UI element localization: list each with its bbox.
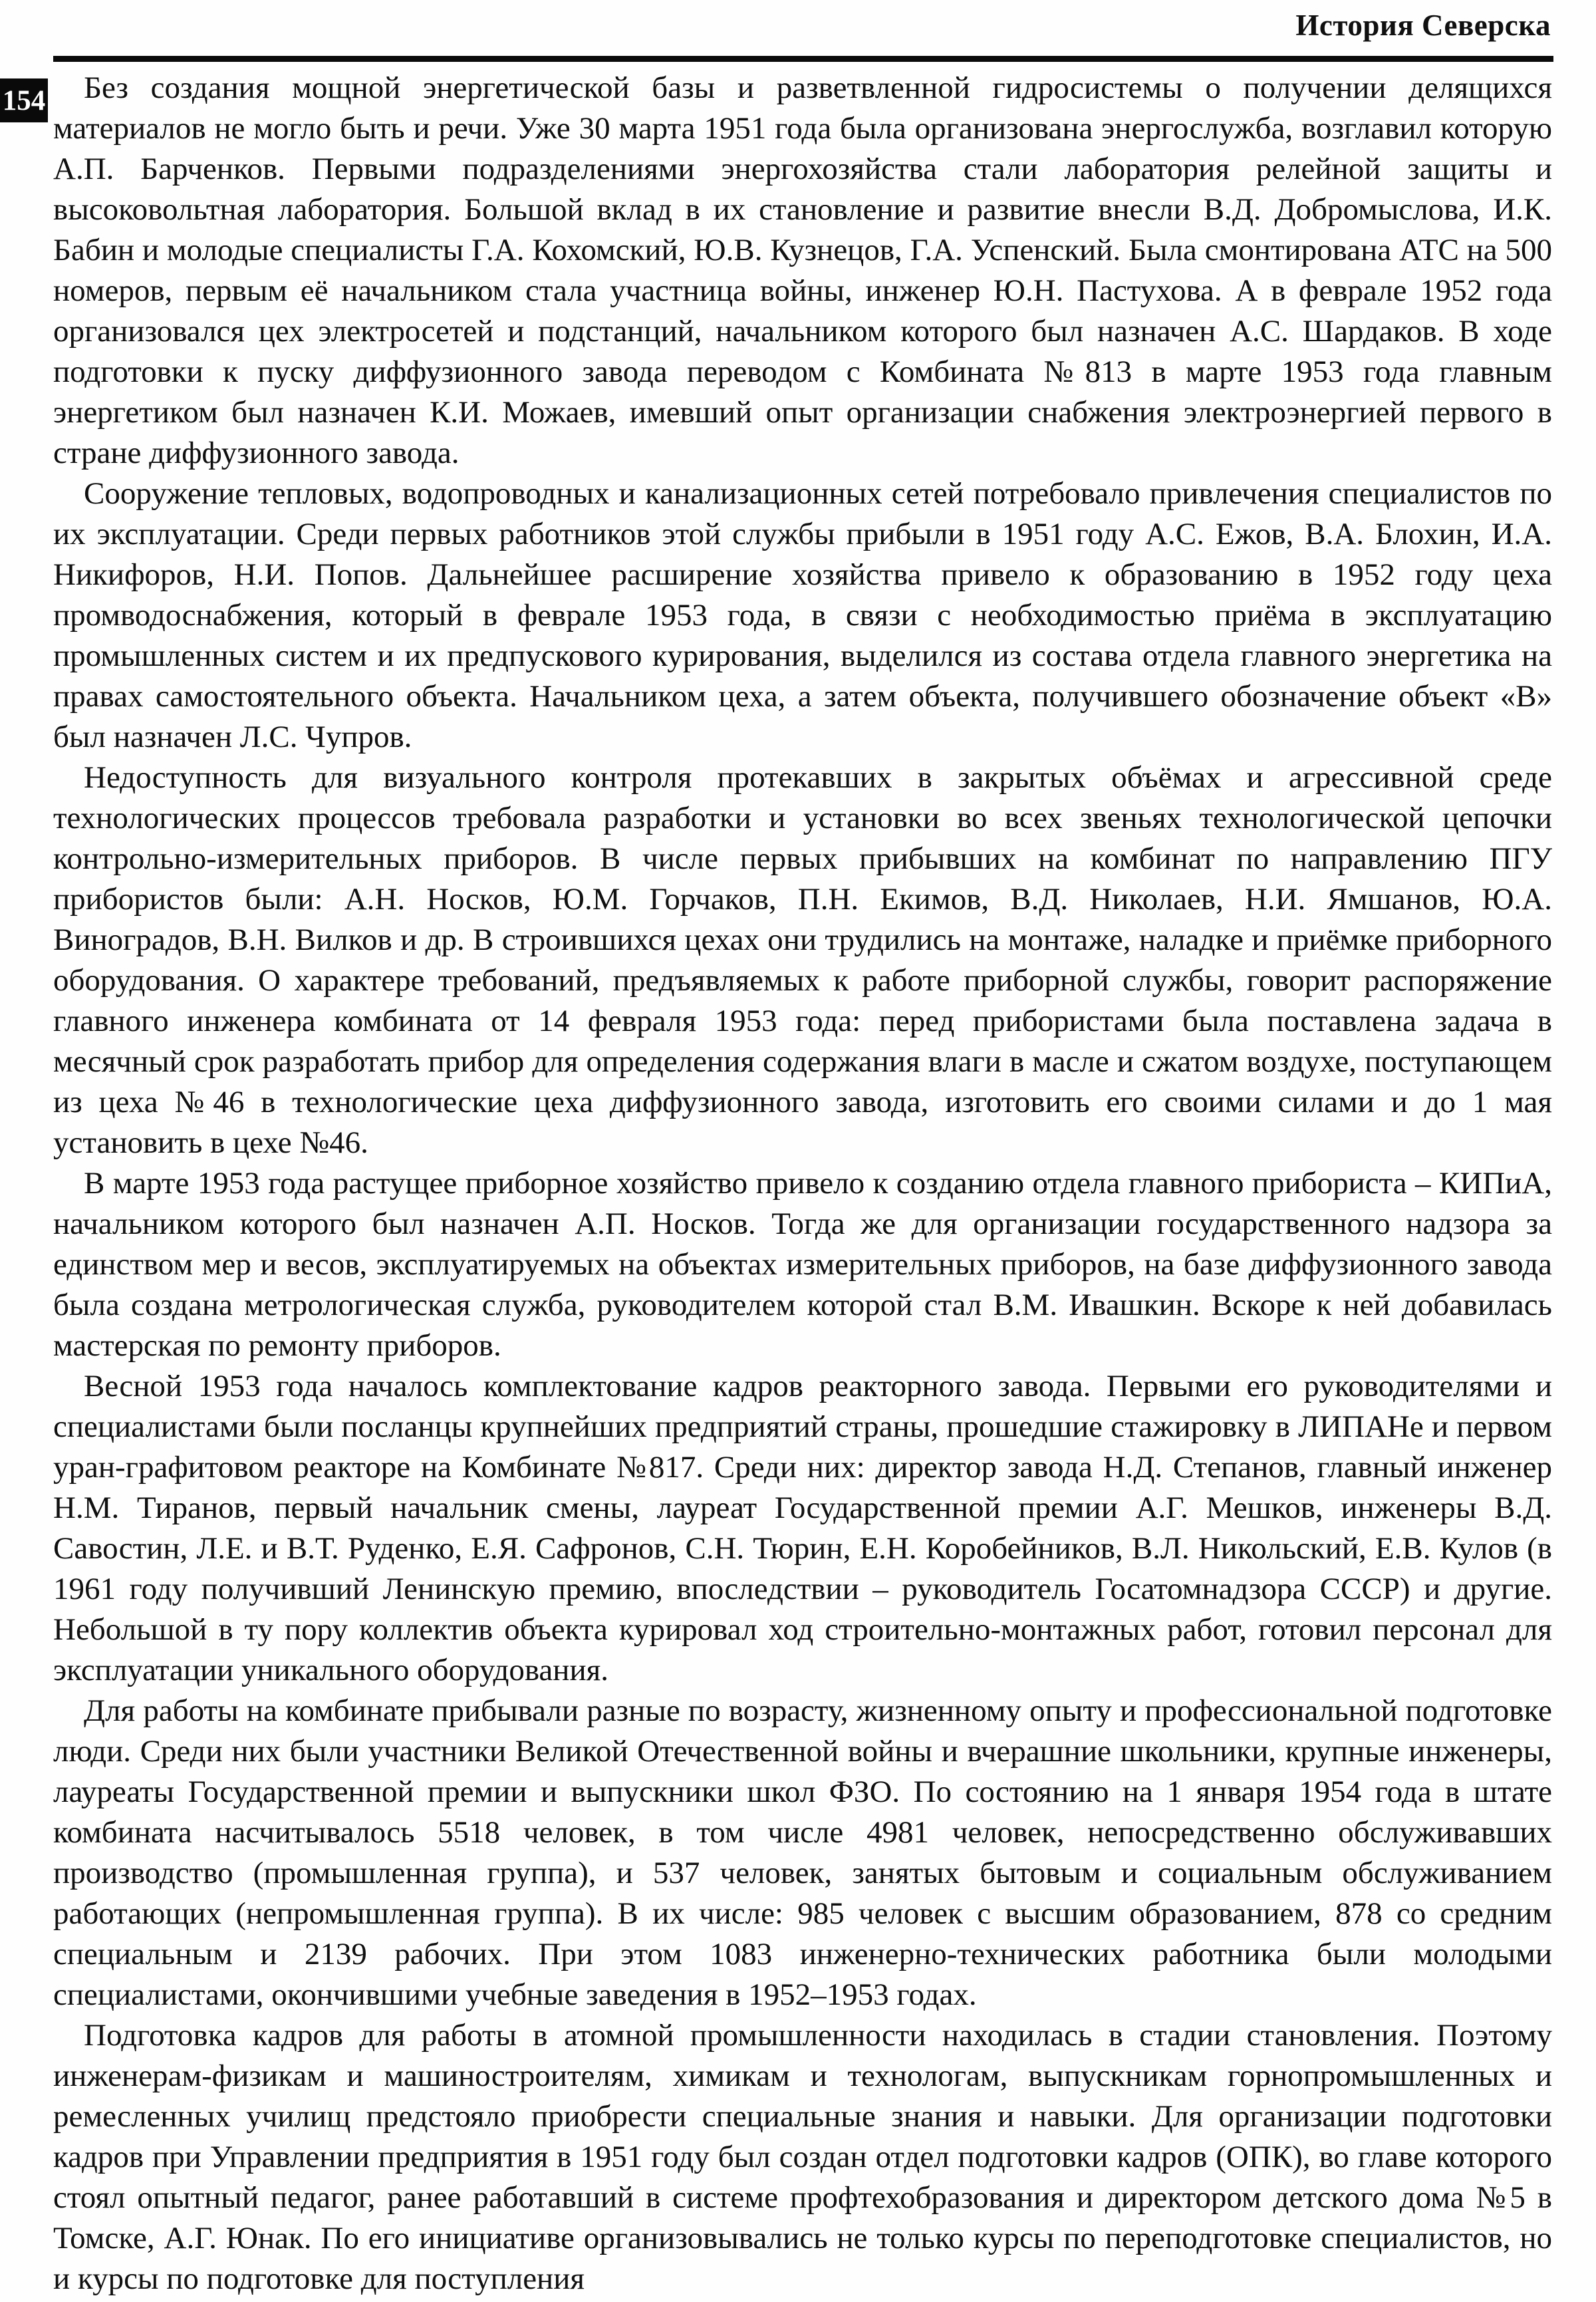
paragraph: Подготовка кадров для работы в атомной промышленности находилась в стадии становления. Поэтому инженерам-физикам и машиностроителям, химикам и технологам, выпускникам горнопромышленных и ремесленных училищ предстояло приобрести специальные знания и навыки. Для организации подготовки кадров при Управлении предприятия в 1951 году был создан отдел подготовки кадров (ОПК), во главе которого стоял опытный педагог, ранее работавший в системе профтехобразования и директором детского дома №5 в Томске, А.Г. Юнак. По его инициативе организовывались не только курсы по переподготовке специалистов, но и курсы по подготовке для поступления bbox=[53, 2018, 1552, 2296]
paragraph: Сооружение тепловых, водопроводных и канализационных сетей потребовало привлечения специалистов по их эксплуатации. Среди первых работников этой службы прибыли в 1951 году А.С. Ежов, В.А. Блохин, И.А. Никифоров, Н.И. Попов. Дальнейшее расширение хозяйства привело к образованию в 1952 году цеха промводоснабжения, который в феврале 1953 года, в связи с необходимостью приёма в эксплуатацию промышленных систем и их предпускового курирования, выделился из состава отдела главного энергетика на правах самостоятельного объекта. Начальником цеха, а затем объекта, получившего обозначение объект «В» был назначен Л.С. Чупров. bbox=[53, 476, 1552, 754]
header-rule bbox=[53, 56, 1553, 62]
article-text bbox=[53, 68, 1552, 2299]
paragraph: Для работы на комбинате прибывали разные по возрасту, жизненному опыту и профессиональной подготовке люди. Среди них были участники Великой Отечественной войны и вчерашние школьники, крупные инженеры, лауреаты Государственной премии и выпускники школ ФЗО. По состоянию на 1 января 1954 года в штате комбината насчитывалось 5518 человек, в том числе 4981 человек, непосредственно обслуживавших производство (промышленная группа), и 537 человек, занятых бытовым и социальным обслуживанием работающих (непромышленная группа). В их числе: 985 человек с высшим образованием, 878 со средним специальным и 2139 рабочих. При этом 1083 инженерно-технических работника были молодыми специалистами, окончившими учебные заведения в 1952–1953 годах. bbox=[53, 1693, 1552, 2012]
paragraph: Недоступность для визуального контроля протекавших в закрытых объёмах и агрессивной среде технологических процессов требовала разработки и установки во всех звеньях технологической цепочки контрольно-измерительных приборов. В числе первых прибывших на комбинат по направлению ПГУ прибористов были: А.Н. Носков, Ю.М. Горчаков, П.Н. Екимов, В.Д. Николаев, Н.И. Ямшанов, Ю.А. Виноградов, В.Н. Вилков и др. В строившихся цехах они трудились на монтаже, наладке и приёмке приборного оборудования. О характере требований, предъявляемых к работе приборной службы, говорит распоряжение главного инженера комбината от 14 февраля 1953 года: перед прибористами была поставлена задача в месячный срок разработать прибор для определения содержания влаги в масле и сжатом воздухе, поступающем из цеха №46 в технологические цеха диффузионного завода, изготовить его своими силами и до 1 мая установить в цехе №46. bbox=[53, 760, 1552, 1160]
paragraph: В марте 1953 года растущее приборное хозяйство привело к созданию отдела главного прибориста – КИПиА, начальником которого был назначен А.П. Носков. Тогда же для организации государственного надзора за единством мер и весов, эксплуатируемых на объектах измерительных приборов, на базе диффузионного завода была создана метрологическая служба, руководителем которой стал В.М. Ивашкин. Вскоре к ней добавилась мастерская по ремонту приборов. bbox=[53, 1166, 1552, 1363]
paragraph: Без создания мощной энергетической базы и разветвленной гидросистемы о получении делящихся материалов не могло быть и речи. Уже 30 марта 1951 года была организована энергослужба, возглавил которую А.П. Барченков. Первыми подразделениями энергохозяйства стали лаборатория релейной защиты и высоковольтная лаборатория. Большой вклад в их становление и развитие внесли В.Д. Добромыслова, И.К. Бабин и молодые специалисты Г.А. Кохомский, Ю.В. Кузнецов, Г.А. Успенский. Была смонтирована АТС на 500 номеров, первым её начальником стала участница войны, инженер Ю.Н. Пастухова. А в феврале 1952 года организовался цех электросетей и подстанций, начальником которого был назначен А.С. Шардаков. В ходе подготовки к пуску диффузионного завода переводом с Комбината №813 в марте 1953 года главным энергетиком был назначен К.И. Можаев, имевший опыт организации снабжения электроэнергией первого в стране диффузионного завода. bbox=[53, 71, 1552, 470]
page-number-badge: 154 bbox=[0, 78, 48, 122]
running-header-title: История Северска bbox=[1295, 9, 1551, 42]
paragraph: Весной 1953 года началось комплектование кадров реакторного завода. Первыми его руководителями и специалистами были посланцы крупнейших предприятий страны, прошедшие стажировку в ЛИПАНе и первом уран-графитовом реакторе на Комбинате №817. Среди них: директор завода Н.Д. Степанов, главный инженер Н.М. Тиранов, первый начальник смены, лауреат Государственной премии А.Г. Мешков, инженеры В.Д. Савостин, Л.Е. и В.Т. Руденко, Е.Я. Сафронов, С.Н. Тюрин, Е.Н. Коробейников, В.Л. Никольский, Е.В. Кулов (в 1961 году получивший Ленинскую премию, впоследствии – руководитель Госатомнадзора СССР) и другие. Небольшой в ту пору коллектив объекта курировал ход строительно-монтажных работ, готовил персонал для эксплуатации уникального оборудования. bbox=[53, 1369, 1552, 1687]
